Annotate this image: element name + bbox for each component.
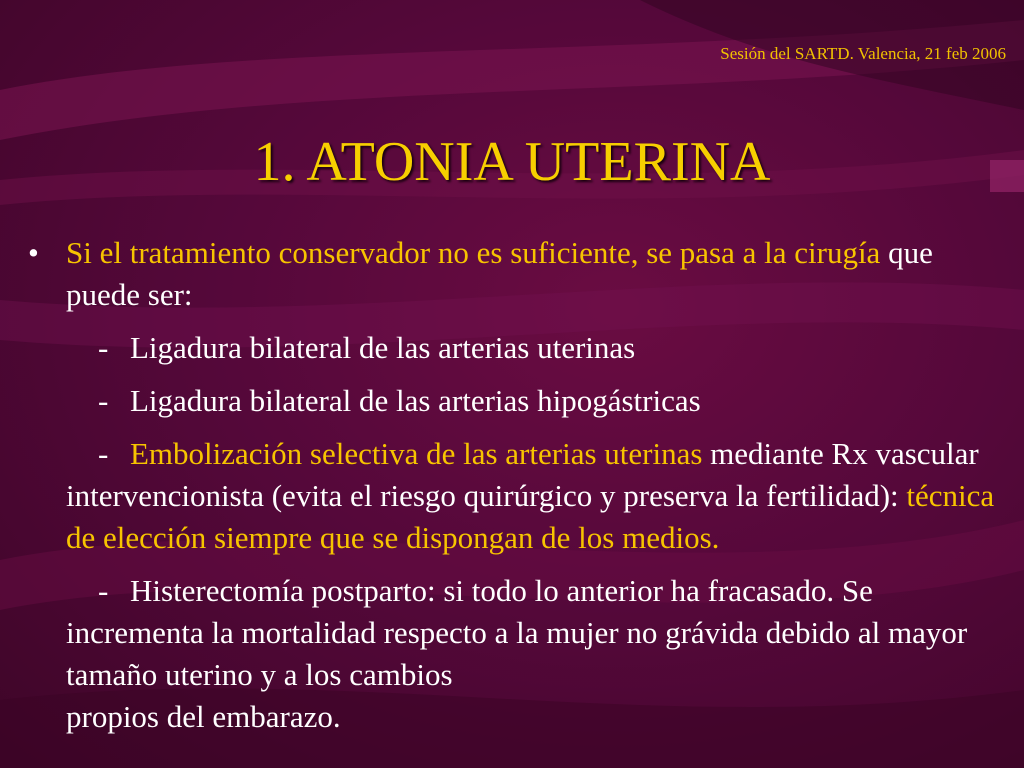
item3-highlight-2: técnica de elección siempre que se dispongan de los medios. [66,478,995,555]
dash-marker: - [98,330,109,365]
list-item-embolizacion [0,433,1024,559]
session-header-note: Sesión del SARTD. Valencia, 21 feb 2006 [720,44,1006,63]
list-item-ligadura-uterinas [0,327,1024,369]
slide-body [0,232,1024,749]
dash-marker: - [98,573,109,608]
intro-bullet [0,232,1024,316]
intro-rest: que puede ser: [66,235,933,312]
item1-text: Ligadura bilateral de las arterias uterinas [130,330,636,365]
item2-text: Ligadura bilateral de las arterias hipogástricas [130,383,701,418]
list-item-ligadura-hipogastricas [0,380,1024,422]
item4-text: Histerectomía postparto: si todo lo anterior ha fracasado. Se incrementa la mortalidad respecto a la mujer no grávida debido al mayor tamaño uterino y a los cambios [66,573,968,692]
list-item-histerectomia [0,570,1024,738]
slide-title: 1. ATONIA UTERINA [253,131,771,193]
item3-rest: mediante Rx vascular intervencionista (evita el riesgo quirúrgico y preserva la fertilidad): [66,436,979,513]
dash-marker: - [98,383,109,418]
item3-highlight: Embolización selectiva de las arterias uterinas [130,436,703,471]
item4-last-line: propios del embarazo. [66,699,341,734]
dash-marker: - [98,436,109,471]
bullet-marker: • [28,235,39,270]
intro-highlight: Si el tratamiento conservador no es suficiente, se pasa a la cirugía [66,235,881,270]
